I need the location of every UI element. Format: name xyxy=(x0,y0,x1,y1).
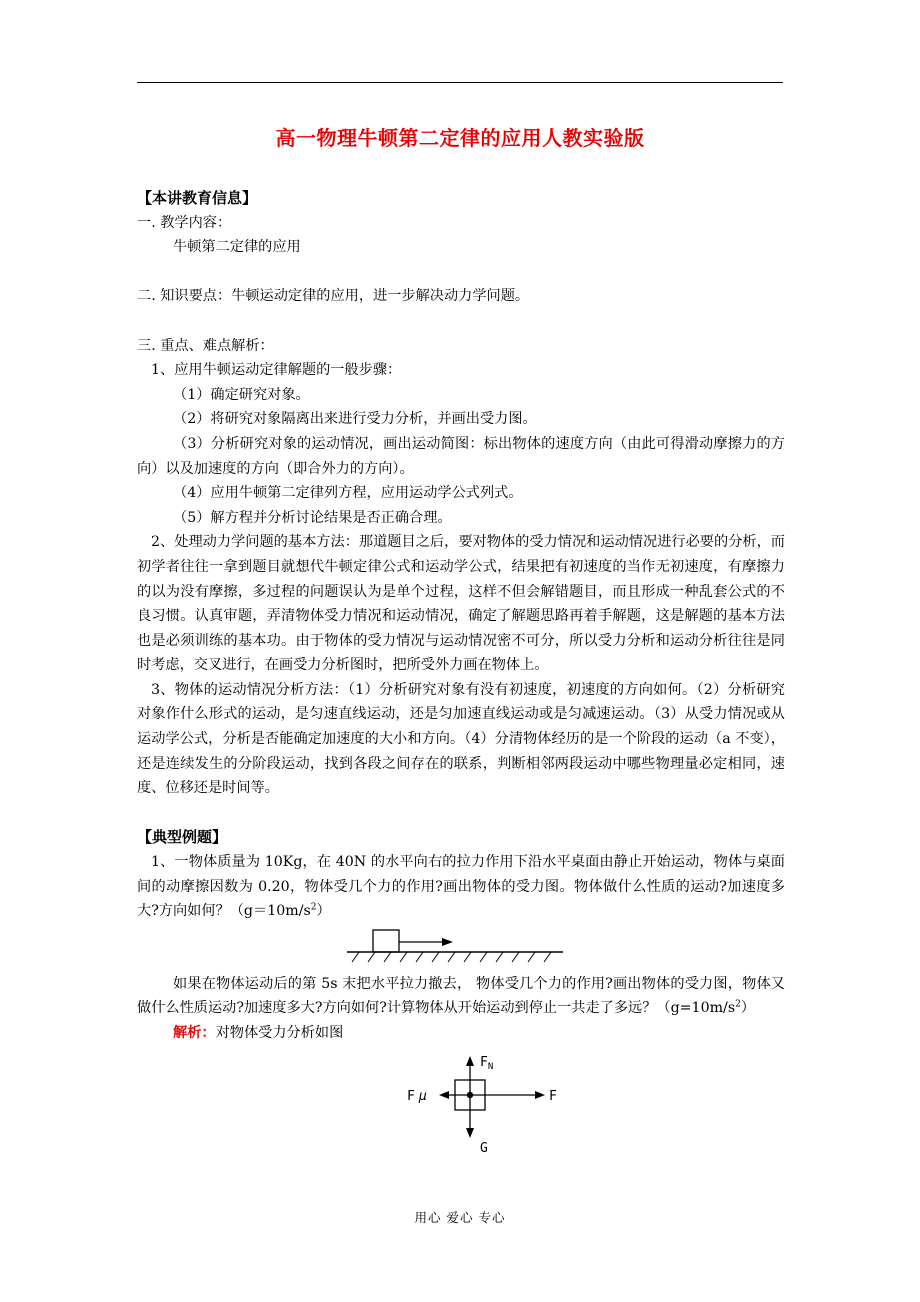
normal-force-label: $F_N$ xyxy=(480,1054,494,1072)
step-1: （1）确定研究对象。 xyxy=(173,386,310,403)
document-title: 高一物理牛顿第二定律的应用人教实验版 xyxy=(275,126,645,150)
step-3: （3）分析研究对象的运动情况，画出运动简图：标出物体的速度方向（由此可得滑动摩擦力的方向）以及加速度的方向（即合外力的方向）。 xyxy=(137,435,785,477)
page-footer: 用心 爱心 专心 xyxy=(414,1210,506,1225)
step-2: （2）将研究对象隔离出来进行受力分析，并画出受力图。 xyxy=(173,411,537,428)
force-diagram xyxy=(399,1052,569,1162)
block-on-surface-diagram xyxy=(345,928,565,968)
gravity-label: G xyxy=(480,1140,488,1156)
applied-force-label: F xyxy=(549,1088,557,1104)
basic-method-paragraph: 2、处理动力学问题的基本方法：那道题目之后，要对物体的受力情况和运动情况进行必要的分析，而初学者往往一拿到题目就想代牛顿定律公式和运动学公式，结果把有初速度的当作无初速度，有摩擦力的以为没有摩擦，多过程的问题误认为是单个过程，这样不但会解错题目，而且形成一种乱套公式的不良习惯。认真审题，弄清物体受力情况和运动情况，确定了解题思路再着手解题，这是解题的基本方法也是必须训练的基本功。由于物体的受力情况与运动情况密不可分，所以受力分析和运动分析往往是同时考虑，交叉进行，在画受力分析图时，把所受外力画在物体上。 xyxy=(137,534,785,674)
analysis-label: 解析： xyxy=(173,1025,216,1041)
item3-label: 三. 重点、难点解析： xyxy=(137,337,274,354)
item1-content: 牛顿第二定律的应用 xyxy=(173,239,301,256)
example-1-followup: 如果在物体运动后的第 5s 末把水平拉力撤去， 物体受几个力的作用?画出物体的受力图，物体又做什么性质运动?加速度多大?方向如何?计算物体从开始运动到停止一共走了多远？$(g=10m/s^2)$ xyxy=(137,975,785,1017)
item1-label: 一. 教学内容： xyxy=(137,214,232,231)
steps-intro: 1、应用牛顿运动定律解题的一般步骤： xyxy=(151,362,402,379)
document-body xyxy=(137,186,785,1162)
step-5: （5）解方程并分析讨论结果是否正确合理。 xyxy=(173,509,452,526)
example-1-question: 1、一物体质量为 10Kg，在 40N 的水平向右的拉力作用下沿水平桌面由静止开始运动，物体与桌面间的动摩擦因数为 0.20，物体受几个力的作用?画出物体的受力图。物体做什么性质的运动?加速度多大?方向如何？$(g=10m/s^2)$ xyxy=(137,854,785,920)
motion-analysis-paragraph: 3、物体的运动情况分析方法：（1）分析研究对象有没有初速度，初速度的方向如何。（2）分析研究对象作什么形式的运动，是匀速直线运动，还是匀加速直线运动或是匀减速运动。（3）从受力情况或从运动学公式，分析是否能确定加速度的大小和方向。（4）分清物体经历的是一个阶段的运动（a 不变），还是连续发生的分阶段运动，找到各段之间存在的联系，判断相邻两段运动中哪些物理量必定相同，速度、位移还是时间等。 xyxy=(137,681,785,797)
section-heading-examples: 【典型例题】 xyxy=(137,828,228,847)
section-heading-info: 【本讲教育信息】 xyxy=(137,189,258,207)
header-rule xyxy=(137,82,783,83)
analysis-line xyxy=(137,1021,785,1046)
analysis-text: 对物体受力分析如图 xyxy=(215,1025,344,1041)
step-4: （4）应用牛顿第二定律列方程，应用运动学公式列式。 xyxy=(173,485,523,502)
item2-knowledge-points: 二. 知识要点：牛顿运动定律的应用，进一步解决动力学问题。 xyxy=(137,288,530,305)
friction-force-label: F μ xyxy=(407,1088,427,1104)
